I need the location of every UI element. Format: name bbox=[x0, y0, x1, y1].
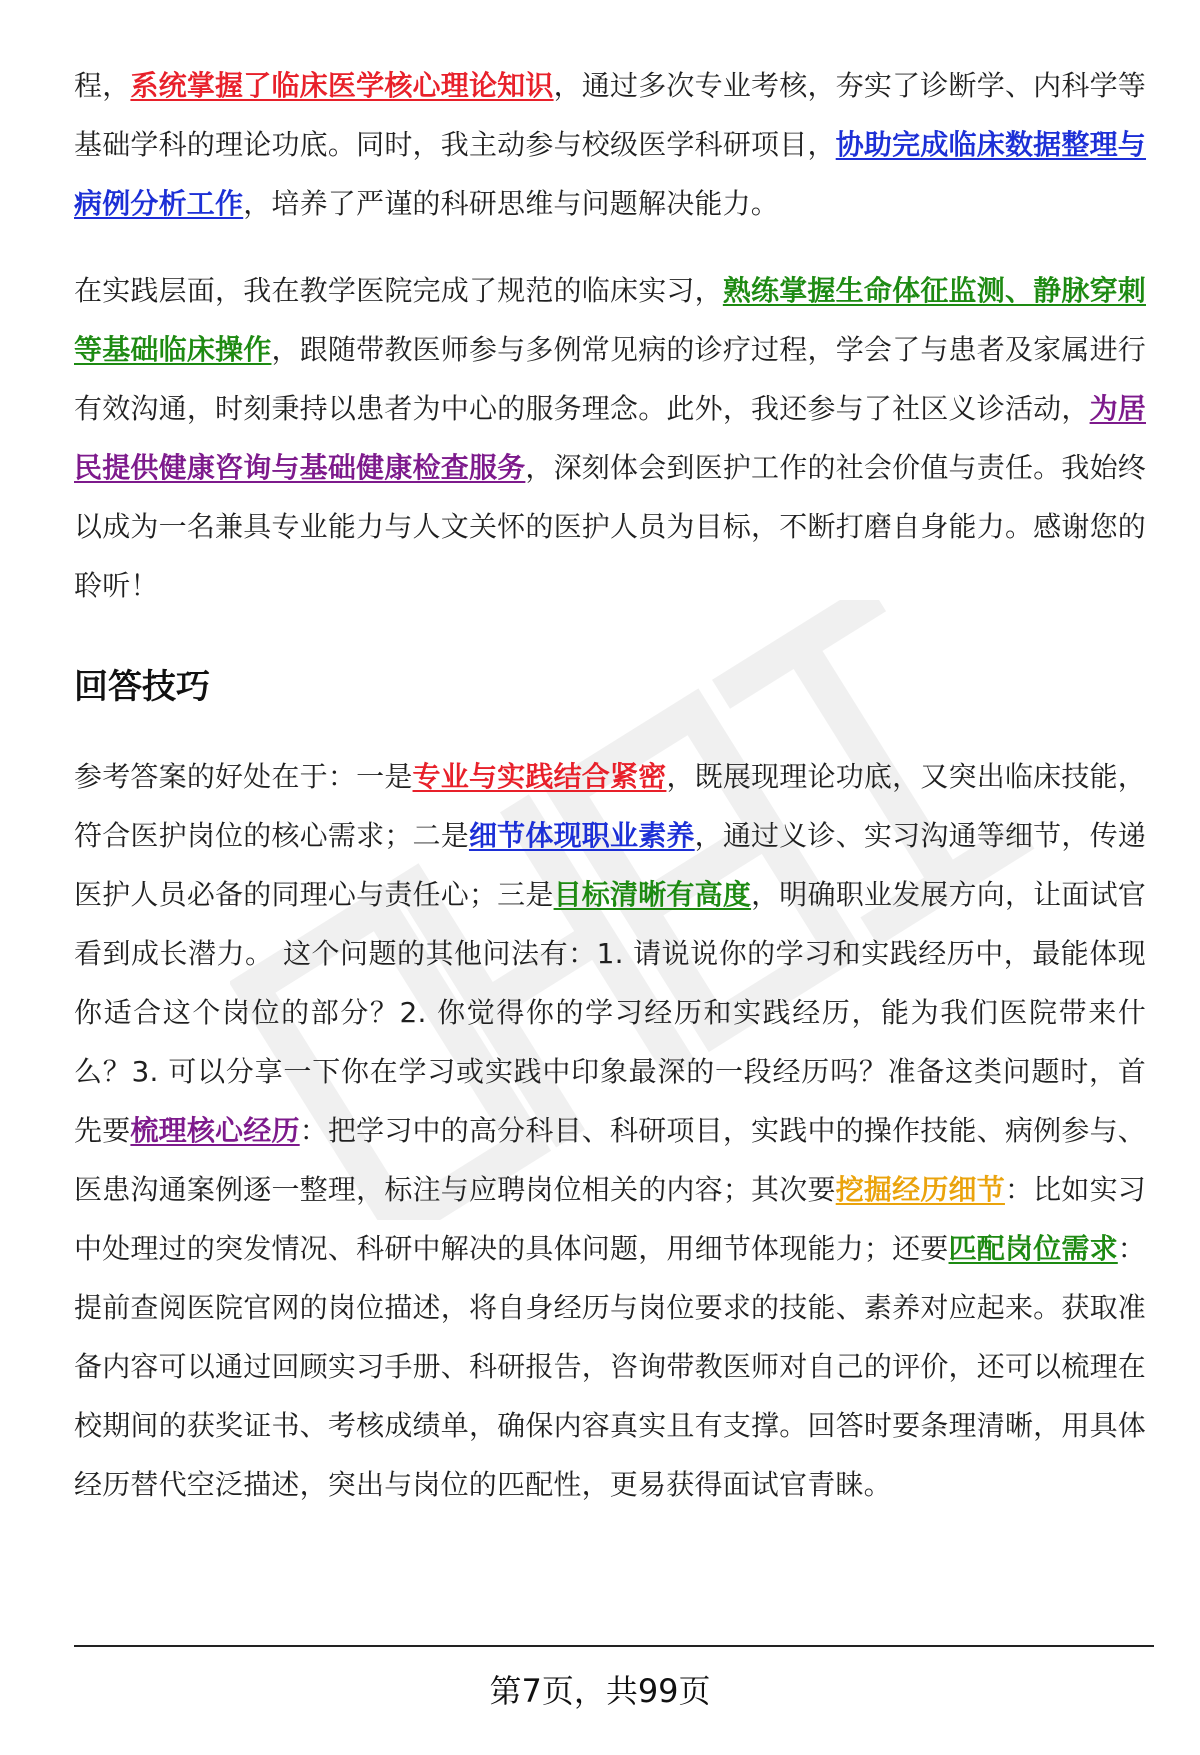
document-body bbox=[74, 56, 1146, 1514]
body-text: ：比如实习中处理过的突发情况、科研中解决的具体问题，用细节体现能力；还要 bbox=[74, 1173, 1146, 1265]
body-text: ，培养了严谨的科研思维与问题解决能力。 bbox=[243, 187, 780, 220]
body-text: ，明确职业发展方向，让面试官看到成长潜力。 这个问题的其他问法有：1. 请说说你的学习和实践经历中，最能体现你适合这个岗位的部分？2. 你觉得你的学习经历和实践经历，能为我们医院带来什么？3. 可以分享一下你在学习或实践中印象最深的一段经历吗？准备这类问题时，首先要 bbox=[74, 878, 1146, 1147]
body-text: ，深刻体会到医护工作的社会价值与责任。我始终以成为一名兼具专业能力与人文关怀的医护人员为目标，不断打磨自身能力。感谢您的聆听！ bbox=[74, 451, 1146, 602]
highlight-phrase: 细节体现职业素养 bbox=[468, 819, 695, 852]
highlight-phrase: 匹配岗位需求 bbox=[948, 1232, 1118, 1265]
highlight-phrase: 梳理核心经历 bbox=[130, 1114, 300, 1147]
body-text: ：提前查阅医院官网的岗位描述，将自身经历与岗位要求的技能、素养对应起来。获取准备内容可以通过回顾实习手册、科研报告，咨询带教医师对自己的评价，还可以梳理在校期间的获奖证书、考核成绩单，确保内容真实且有支撑。回答时要条理清晰，用具体经历替代空泛描述，突出与岗位的匹配性，更易获得面试官青睐。 bbox=[74, 1232, 1146, 1501]
page-number: 第7页，共99页 bbox=[489, 1672, 711, 1710]
body-text: ，跟随带教医师参与多例常见病的诊疗过程，学会了与患者及家属进行有效沟通，时刻秉持以患者为中心的服务理念。此外，我还参与了社区义诊活动， bbox=[74, 333, 1146, 425]
body-text: ，通过多次专业考核，夯实了诊断学、内科学等基础学科的理论功底。同时，我主动参与校级医学科研项目， bbox=[74, 69, 1146, 161]
body-text: 程， bbox=[74, 69, 131, 102]
body-text: ，通过义诊、实习沟通等细节，传递医护人员必备的同理心与责任心；三是 bbox=[74, 819, 1146, 911]
highlight-phrase: 专业与实践结合紧密 bbox=[412, 760, 667, 793]
highlight-phrase: 目标清晰有高度 bbox=[553, 878, 752, 911]
body-text: 在实践层面，我在教学医院完成了规范的临床实习， bbox=[74, 274, 723, 307]
highlight-phrase: 协助完成临床数据整理与病例分析工作 bbox=[74, 128, 1147, 220]
body-text: ，既展现理论功底，又突出临床技能，符合医护岗位的核心需求；二是 bbox=[74, 760, 1147, 852]
highlight-phrase: 为居民提供健康咨询与基础健康检查服务 bbox=[74, 392, 1146, 484]
highlight-phrase: 熟练掌握生命体征监测、静脉穿刺等基础临床操作 bbox=[74, 274, 1146, 366]
section-heading: 回答技巧 bbox=[74, 667, 210, 707]
intro-paragraph-2 bbox=[74, 261, 1146, 615]
body-text: 参考答案的好处在于：一是 bbox=[74, 760, 413, 793]
highlight-phrase: 系统掌握了临床医学核心理论知识 bbox=[130, 69, 554, 102]
tips-paragraph bbox=[74, 747, 1146, 1514]
intro-paragraph-1 bbox=[74, 56, 1146, 233]
body-text: ：把学习中的高分科目、科研项目，实践中的操作技能、病例参与、医患沟通案例逐一整理，标注与应聘岗位相关的内容；其次要 bbox=[74, 1114, 1146, 1206]
footer-divider bbox=[74, 1645, 1154, 1647]
highlight-phrase: 挖掘经历细节 bbox=[835, 1173, 1005, 1206]
